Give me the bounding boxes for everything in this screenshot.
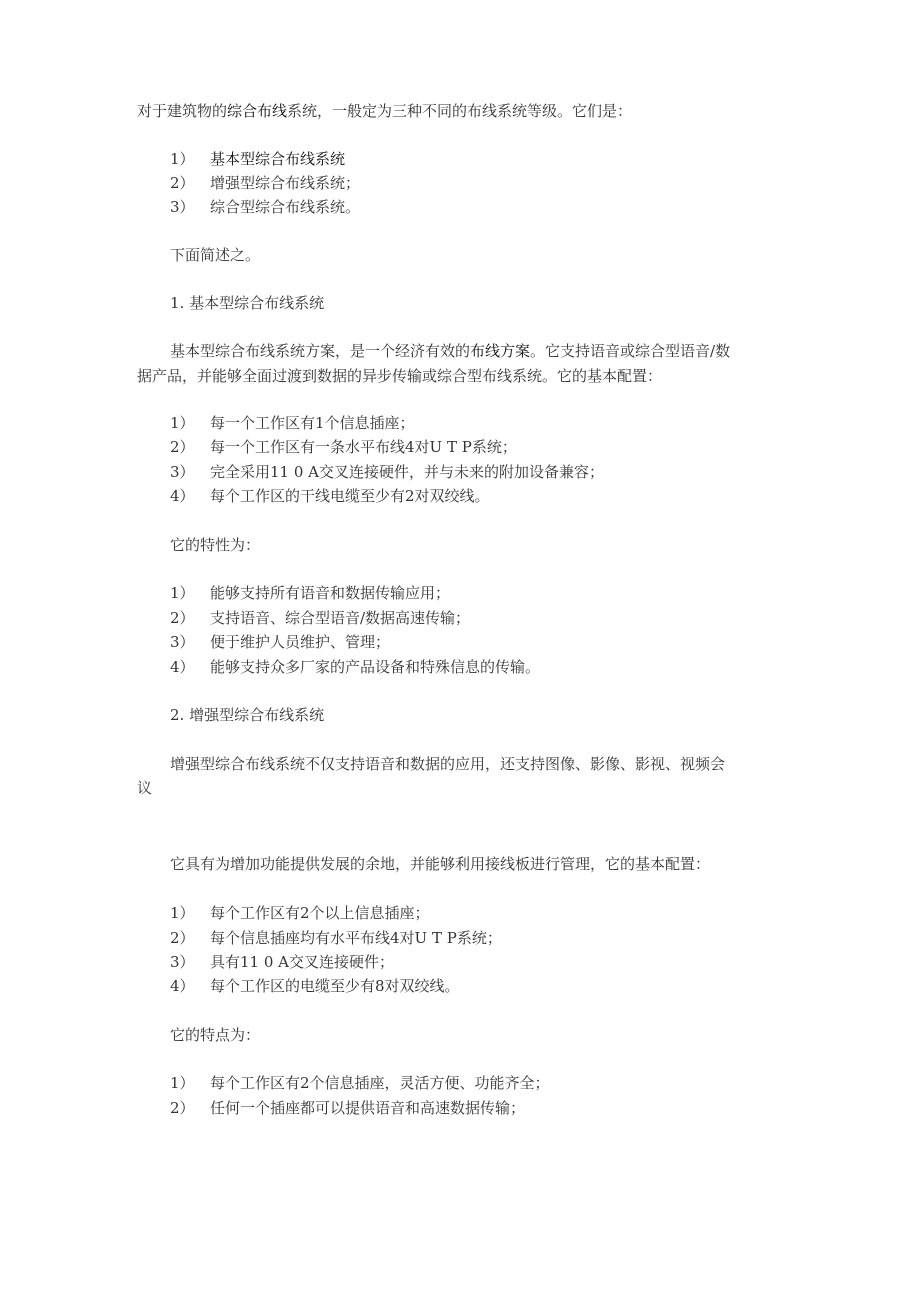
- intro-text-pre: 对于建筑物的: [137, 102, 228, 120]
- list-text: 每个信息插座均有水平布线4对U T P系统；: [210, 929, 502, 947]
- list-text: 具有11 0 A交叉连接硬件；: [210, 953, 394, 971]
- section2-paragraph-line2: 议: [137, 779, 153, 797]
- list-text: 综合型综合布线系统。: [210, 198, 361, 216]
- list-number: 4）: [170, 487, 195, 505]
- list-text: 每个工作区的干线电缆至少有2对双绞线。: [210, 487, 490, 505]
- list-text: 每个工作区的电缆至少有8对双绞线。: [210, 977, 460, 995]
- list-number: 2）: [170, 1099, 195, 1117]
- list-text: 每个工作区有2个信息插座，灵活方便、功能齐全；: [210, 1074, 550, 1092]
- list-number: 4）: [170, 977, 195, 995]
- list-text[interactable]: 基本型综合布线系统: [210, 150, 346, 168]
- section2-paragraph2: 它具有为增加功能提供发展的余地，并能够利用接线板进行管理，它的基本配置：: [170, 855, 711, 873]
- list-number: 2）: [170, 438, 195, 456]
- list-text: 每一个工作区有1个信息插座；: [210, 414, 415, 432]
- list-number: 1）: [170, 904, 195, 922]
- list-number: 3）: [170, 953, 195, 971]
- section1-paragraph-line1: [170, 339, 730, 363]
- list-text: 支持语音、综合型语音/数据高速传输；: [210, 609, 471, 627]
- section2-features-label: 它的特点为：: [170, 1026, 261, 1044]
- list-text: 能够支持所有语音和数据传输应用；: [210, 584, 451, 602]
- list-number: 3）: [170, 633, 195, 651]
- list-number: 3）: [170, 463, 195, 481]
- section2-heading: 2. 增强型综合布线系统: [170, 706, 325, 724]
- list-number: 2）: [170, 929, 195, 947]
- list-text: 增强型综合布线系统；: [210, 174, 361, 192]
- list-number: 2）: [170, 174, 195, 192]
- list-number: 1）: [170, 414, 195, 432]
- section1-text-post: 。它支持语音或综合型语音/数: [530, 342, 731, 360]
- section2-paragraph-line1: 增强型综合布线系统不仅支持语音和数据的应用，还支持图像、影像、影视、视频会: [170, 755, 726, 773]
- list-text: 能够支持众多厂家的产品设备和特殊信息的传输。: [210, 658, 541, 676]
- list-text: 每个工作区有2个以上信息插座；: [210, 904, 430, 922]
- section1-link-cabling-plan[interactable]: 布线方案: [470, 342, 531, 360]
- list-text: 每一个工作区有一条水平布线4对U T P系统；: [210, 438, 517, 456]
- list-text: 任何一个插座都可以提供语音和高速数据传输；: [210, 1099, 526, 1117]
- list-text: 便于维护人员维护、管理；: [210, 633, 391, 651]
- section1-heading: 1. 基本型综合布线系统: [170, 294, 325, 312]
- brief-text: 下面简述之。: [170, 246, 261, 264]
- list-number: 1）: [170, 150, 195, 168]
- list-text: 完全采用11 0 A交叉连接硬件，并与未来的附加设备兼容；: [210, 463, 605, 481]
- list-number: 1）: [170, 584, 195, 602]
- intro-link-cabling[interactable]: 综合布线: [227, 102, 288, 120]
- section1-paragraph-line2: 据产品，并能够全面过渡到数据的异步传输或综合型布线系统。它的基本配置：: [137, 367, 663, 385]
- intro-text-post: 系统，一般定为三种不同的布线系统等级。它们是：: [287, 102, 633, 120]
- list-number: 4）: [170, 658, 195, 676]
- list-number: 3）: [170, 198, 195, 216]
- list-number: 2）: [170, 609, 195, 627]
- section1-features-label: 它的特性为：: [170, 536, 261, 554]
- intro-paragraph: [137, 99, 632, 123]
- list-number: 1）: [170, 1074, 195, 1092]
- section1-text-pre: 基本型综合布线系统方案，是一个经济有效的: [170, 342, 471, 360]
